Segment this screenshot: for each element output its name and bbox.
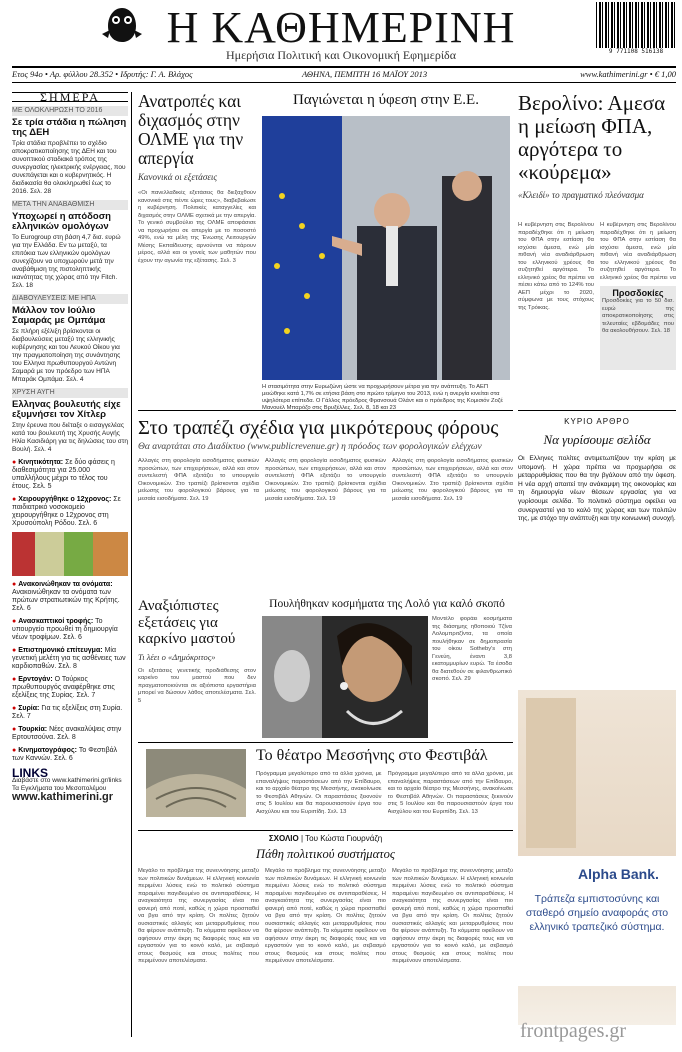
watermark: frontpages.gr: [520, 1020, 627, 1042]
section-text: Σε πλήρη εξέλιξη βρίσκονται οι διαβουλεύσεις μεταξύ της ελληνικής κυβέρνησης και του Λευκού Οίκου για την πραγματοποίηση της συνάντησης του Ελληνα πρωθυπουργού Αντώνη Σαμαρά με τον πρόεδρο των ΗΠΑ Μπαράκ Ομπάμα. Σελ. 4: [12, 328, 121, 383]
section-text: Τρία στάδια προβλέπει το σχέδιο αποκρατικοποίησης της ΔΕΗ και του συνοπτικού σταδιακά τρόπος της συνεργασίας ηλεκτρικής ενέργειας, που συνεπάγεται και ο κυβερνητικός. Η διαδικασία θα ολοκληρωθεί έως το 2016. Σελ. 28: [12, 140, 126, 195]
story-cancer-tests: [138, 598, 256, 730]
story-messini-theatre: [138, 742, 513, 815]
story-berlin-vat: [518, 92, 676, 200]
editorial-headline[interactable]: Να γυρίσουμε σελίδα: [543, 432, 651, 447]
sidebar-section: [12, 388, 128, 454]
sidebar-section: [12, 106, 128, 196]
story-headline[interactable]: Το θέατρο Μεσσήνης στο Φεστιβάλ: [256, 747, 488, 764]
editorial: [518, 410, 676, 687]
links-text[interactable]: Διαβάστε στο www.kathimerini.gr/links: [12, 777, 122, 784]
story-body: Οι εξετάσεις γενετικής προδιάθεσης στον καρκίνο του μαστού που δεν πραγματοποιούνται σε αξιόπιστα εργαστήρια μπορεί να δώσουν λάθος αποτελέσματα. Σελ. 5: [138, 667, 256, 704]
column-divider: [131, 92, 132, 1037]
photo-caption: Η στασιμότητα στην Ευρωζώνη ώστε να προχωρήσουν μέτρα για την ανάπτυξη. Το ΑΕΠ μειώθηκε κατά 1,7% σε ετήσια βάση στο πρώτο τρίμηνο του 2013, ενώ η ανεργία κινείται στα υψηλότερα επίπεδα. Ο Γάλλος πρόεδρος Φρανσουά Ολάντ και ο πρόεδρος της Κομισιόν Ζοζέ Μανουέλ Μπαρόζο στις Βρυξέλλες. Σελ. 8, 18 και 23: [262, 384, 503, 411]
main-headline[interactable]: Στο τραπέζι σχέδια για μικρότερους φόρους: [138, 417, 499, 439]
story-headline[interactable]: Αναξιόπιστες εξετάσεις για καρκίνο μαστού: [138, 598, 236, 647]
sidebar-section: [12, 294, 128, 384]
bullet-item[interactable]: ● Συρία: Για τις εξελίξεις στη Συρία. Σελ. 7: [12, 705, 123, 720]
editorial-body: Οι Ελληνες πολίτες αντιμετωπίζουν την κρίση με υπομονή. Η χώρα πρέπει να προχωρήσει σε μεταρρυθμίσεις που θα την βγάλουν από την ύφεση. Η νέα αρχή απαιτεί την ανάκαμψη της οικονομίας και τη δημιουργία νέων θέσεων εργασίας για να γυρίσουμε σελίδα. Το πολιτικό σύστημα οφείλει να συνεργαστεί για το καλό της χώρας και των πολιτών της, με στόχο την ανάπτυξη και την κοινωνική συνοχή.: [518, 455, 676, 523]
links-title: LINKS: [12, 766, 48, 780]
story-body: Η κυβέρνηση στις Βερολίνου παραδέχθηκε ότι η μείωση του ΦΠΑ στην εστίαση θα ισχύσει άμεσα, ενώ μία πιθανή νέα αναδιάρθρωση του ελληνικού χρέους θα συζητηθεί αργότερα. Το ελληνικό χρέος θα πρέπει να πέσει κάτω από το 124% του ΑΕΠ μέχρι το 2020, σύμφωνα με τους στόχους της Τρόικας.: [518, 222, 594, 311]
newspaper-title: Η ΚΑΘΗΜΕΡΙΝΗ: [166, 3, 516, 52]
info-bar: [12, 66, 676, 83]
photo-illustration: [262, 116, 510, 380]
section-text: Στην έρευνα που διέταξε ο εισαγγελέας κατά του βουλευτή της Χρυσής Αυγής Ηλία Κασιδιάρη για τις δηλώσεις του στη Βουλή. Σελ. 4: [12, 422, 128, 453]
opinion-column: [138, 830, 513, 1044]
story-deck: Τι λέει ο «Δημόκριτος»: [138, 651, 216, 662]
story-headline[interactable]: Βερολίνο: Αμεσα η μείωση ΦΠΑ, αργότερα το «κούρεμα»: [518, 91, 666, 184]
story-lollo-jewels: [262, 598, 512, 682]
story-body-continued: Η κυβέρνηση στις Βερολίνου παραδέχθηκε ότι η μείωση του ΦΠΑ στην εστίαση θα ισχύσει άμεσα, ενώ μία πιθανή νέα αναδιάρθρωση του ελληνικού χρέους θα συζητηθεί αργότερα. Το ελληνικό χρέος θα πρέπει να: [600, 222, 676, 280]
barcode-number: 9 771108 516138: [608, 48, 664, 55]
bullet-item[interactable]: ● Ανασκαπτικοί τροφής: Το υπουργείο προωθεί τη δημιουργία νέων τροφίμων. Σελ. 6: [12, 618, 118, 641]
story-eu-recession: [262, 92, 510, 411]
ad-text: Τράπεζα εμπιστοσύνης και σταθερό σημείο αναφοράς στο ελληνικό τραπεζικό σύστημα.: [525, 893, 669, 933]
opinion-body-col1: Μεγάλο το πρόβλημα της συνεννόησης μεταξύ των πολιτικών δυνάμεων. Η ελληνική κοινωνία περιμένει λύσεις ενώ το πολιτικό σύστημα παραμένει παγιδευμένο σε αντιπαραθέσεις. Η αναγκαιότητα της συνεργασίας είναι πιο φανερή από ποτέ, καθώς η χώρα προσπαθεί να βγει από την κρίση. Οι πολίτες ζητούν ουσιαστικές αλλαγές και μεταρρυθμίσεις που θα φέρουν ανάπτυξη. Τα κόμματα οφείλουν να αφήσουν στην άκρη τις διαφορές τους και να εργαστούν για το κοινό καλό, με σεβασμό στους θεσμούς και στους πολίτες που περιμένουν αποτελέσματα.: [138, 868, 259, 964]
expectations-box: [600, 286, 676, 370]
section-text: Το Eurogroup στη βάση 4,7 δισ. ευρώ για την Ελλάδα. Εν τω μεταξύ, τα επιτόκια των ελληνικών ομολόγων συνεχίζουν να υποχωρούν μετά την αναβάθμιση της πιστοληπτικής ικανότητας της χώρας από την Fitch. Σελ. 18: [12, 234, 121, 289]
section-headline[interactable]: Μάλλον τον Ιούλιο Σαμαράς με Ομπάμα: [12, 305, 106, 326]
story-headline[interactable]: Παγιώνεται η ύφεση στην Ε.Ε.: [293, 92, 479, 108]
eu-leaders-photo: [262, 116, 510, 380]
main-body-col3: Αλλαγές στη φορολογία εισοδήματος φυσικών προσώπων, των επιχειρήσεων, αλλά και στον συντελεστή ΦΠΑ εξετάζει το υπουργείο Οικονομικών. Στο τραπέζι βρίσκονται σχέδια μείωσης του φορολογικού βάρους για τα μεσαία εισοδήματα. Σελ. 19: [392, 458, 513, 502]
box-title: Προσδοκίες: [612, 288, 664, 298]
opinion-body-col3: Μεγάλο το πρόβλημα της συνεννόησης μεταξύ των πολιτικών δυνάμεων. Η ελληνική κοινωνία περιμένει λύσεις ενώ το πολιτικό σύστημα παραμένει παγιδευμένο σε αντιπαραθέσεις. Η αναγκαιότητα της συνεργασίας είναι πιο φανερή από ποτέ, καθώς η χώρα προσπαθεί να βγει από την κρίση. Οι πολίτες ζητούν ουσιαστικές αλλαγές και μεταρρυθμίσεις που θα φέρουν ανάπτυξη. Τα κόμματα οφείλουν να αφήσουν στην άκρη τις διαφορές τους και να εργαστούν για το κοινό καλό, με σεβασμό στους θεσμούς και στους πολίτες που περιμένουν αποτελέσματα.: [392, 868, 513, 964]
opinion-author: Του Κώστα Γιουρνάζη: [305, 834, 383, 843]
section-headline[interactable]: Υποχωρεί η απόδοση ελληνικών ομολόγων: [12, 211, 111, 232]
story-body: Μοντέλο φοράει κοσμήματα της διάσημης ηθοποιού Τζίνα Λολομπριτζίντα, τα οποία πουλήθηκαν σε δημοπρασία του οίκου Sotheby's στη Γενεύη, έναντι 3,8 εκατομμυρίων ευρώ. Τα έσοδα θα διατεθούν σε φιλανθρωπικό σκοπό. Σελ. 29: [432, 616, 512, 682]
ad-brand: Alpha Bank.: [578, 866, 659, 882]
section-label: ΧΡΥΣΗ ΑΥΓΗ: [12, 388, 128, 398]
sidebar-header: ΣΗΜΕΡΑ: [12, 92, 128, 102]
theatre-photo: [146, 749, 246, 817]
main-body-col2: Αλλαγές στη φορολογία εισοδήματος φυσικών προσώπων, των επιχειρήσεων, αλλά και στον συντελεστή ΦΠΑ εξετάζει το υπουργείο Οικονομικών. Στο τραπέζι βρίσκονται σχέδια μείωσης του φορολογικού βάρους για τα μεσαία εισοδήματα. Σελ. 19: [265, 458, 386, 502]
section-label: ΜΕΤΑ ΤΗΝ ΑΝΑΒΑΘΜΙΣΗ: [12, 200, 128, 210]
sidebar-photo: [12, 532, 128, 576]
section-headline[interactable]: Σε τρία στάδια η πώληση της ΔΕΗ: [12, 117, 127, 138]
main-story: [138, 410, 513, 528]
bullet-item[interactable]: ● Τουρκία: Νέες ανακαλύψεις στην Ερτουτσούνα. Σελ. 8: [12, 726, 122, 741]
story-body-col2: Πρόγραμμα μεγαλύτερο από τα άλλα χρόνια, με επαναλήψεις παραστάσεων από την Επίδαυρο, και το αρχαίο θέατρο της Μεσσήνης, ανακοίνωσε το Φεστιβάλ Αθηνών. Οι παραστάσεις ξεκινούν στις 5 Ιουλίου και θα παρουσιαστούν έργα του Αισχύλου και του Ευριπίδη. Σελ. 13: [387, 771, 513, 815]
bullet-item[interactable]: ● Κινηματογράφος: Το Φεστιβάλ των Καννών. Σελ. 6: [12, 747, 118, 762]
story-body-col1: Πρόγραμμα μεγαλύτερο από τα άλλα χρόνια, με επαναλήψεις παραστάσεων από την Επίδαυρο, και το αρχαίο θέατρο της Μεσσήνης, ανακοίνωσε το Φεστιβάλ Αθηνών. Οι παραστάσεις ξεκινούν στις 5 Ιουλίου και θα παρουσιαστούν έργα του Αισχύλου και του Ευριπίδη. Σελ. 13: [256, 771, 382, 815]
bullet-item[interactable]: ● Ανακοινώθηκαν τα ονόματα: Ανακοινώθηκαν τα ονόματα των πρώτων στρατιωτικών της Κρήτης. Σελ. 6: [12, 581, 120, 612]
alpha-bank-ad[interactable]: [518, 690, 676, 1025]
section-label: ΔΙΑΒΟΥΛΕΥΣΕΙΣ ΜΕ ΗΠΑ: [12, 294, 128, 304]
bullet-item[interactable]: ● Κινητικότητα: Σε δύο φάσεις η διαθεσιμότητα για 25.000 υπαλλήλους μέχρι το τέλος του έτους. Σελ. 5: [12, 459, 115, 490]
story-headline[interactable]: Ανατροπές και διχασμός στην ΟΛΜΕ για την απεργία: [138, 91, 244, 168]
bullet-item[interactable]: ● Επιστημονικό επίτευγμα: Μία γενετική μελέτη για τις ασθένειες των καρδιοπαθών. Σελ. 8: [12, 647, 126, 670]
links-item[interactable]: Τα Εγκλήματα του Μεσοπολέμου: [12, 785, 107, 792]
section-headline[interactable]: Ελληνας βουλευτής είχε εξυμνήσει τον Χίτλερ: [12, 399, 121, 420]
opinion-headline[interactable]: Πάθη πολιτικού συστήματος: [256, 847, 395, 861]
newspaper-subtitle: Ημερήσια Πολιτική και Οικονομική Εφημερίδα: [225, 48, 457, 62]
sidebar-today: [12, 92, 128, 1037]
ad-column-graphic: [526, 698, 576, 848]
dateline: ΑΘΗΝΑ, ΠΕΜΠΤΗ 16 ΜΑΪΟΥ 2013: [302, 69, 428, 79]
barcode-icon: [596, 2, 676, 48]
editorial-label: ΚΥΡΙΟ ΑΡΘΡΟ: [564, 417, 630, 426]
story-deck: «Κλειδί» το πραγματικό πλεόνασμα: [518, 190, 644, 200]
jewels-photo: [262, 616, 428, 738]
bullet-item[interactable]: ● Χειρουργήθηκε ο 12χρονος: Σε παιδιατρικό νοσοκομείο χειρουργήθηκε ο 12χρονος στη Χρυσούπολη Ρόδου. Σελ. 6: [12, 496, 121, 527]
bullet-item[interactable]: ● Ερντογάν: Ο Τούρκος πρωθυπουργός αναφέρθηκε στις εξελίξεις της Συρίας. Σελ. 7: [12, 676, 115, 699]
website-link[interactable]: www.kathimerini.gr: [12, 791, 114, 803]
opinion-body-col2: Μεγάλο το πρόβλημα της συνεννόησης μεταξύ των πολιτικών δυνάμεων. Η ελληνική κοινωνία περιμένει λύσεις ενώ το πολιτικό σύστημα παραμένει παγιδευμένο σε αντιπαραθέσεις. Η αναγκαιότητα της συνεργασίας είναι πιο φανερή από ποτέ, καθώς η χώρα προσπαθεί να βγει από την κρίση. Οι πολίτες ζητούν ουσιαστικές αλλαγές και μεταρρυθμίσεις που θα φέρουν ανάπτυξη. Τα κόμματα οφείλουν να αφήσουν στην άκρη τις διαφορές τους και να εργαστούν για το κοινό καλό, με σεβασμό στους θεσμούς και στους πολίτες που περιμένουν αποτελέσματα.: [265, 868, 386, 964]
section-label: ΜΕ ΟΛΟΚΛΗΡΩΣΗ ΤΟ 2016: [12, 106, 128, 116]
opinion-header: ΣΧΟΛΙΟ | Του Κώστα Γιουρνάζη: [268, 834, 383, 843]
issue-info: Ετος 94ο • Αρ. φύλλου 28.352 • Ιδρυτής: Γ. Α. Βλάχος: [12, 69, 193, 79]
box-text: Προσδοκίες για το 50 δισ. ευρώ της αποκρατικοποίησης στις τελευταίες εβδομάδες που θα ακολουθήσουν. Σελ. 18: [602, 298, 674, 334]
website-price: www.kathimerini.gr • € 1,00: [580, 69, 676, 79]
story-olme: [138, 92, 256, 442]
story-headline[interactable]: Πουλήθηκαν κοσμήματα της Λολό για καλό σκοπό: [269, 598, 505, 610]
story-body: «Οι πανελλαδικές εξετάσεις θα διεξαχθούν κανονικά στις πέντε ώρες τους», διαβεβαίωσε η κυβέρνηση. Πολιτικές καταγγελίες και διχασμός στην ΟΛΜΕ σχετικά με την απεργία. Το γενικό συμβούλιο της ΟΛΜΕ αποφάσισε να προχωρήσει σε απεργία με το ποσοστό 49%, ενώ τα μέλη της Ένωσης Λειτουργών Μέσης Εκπαίδευσης αρνούνται να πάρουν μέρος, αλλά και οι γονείς των μαθητών που έχουν την αγωνία της εξέτασης. Σελ. 3: [138, 190, 256, 264]
main-deck: Θα αναρτάται στο Διαδίκτυο (www.publicrevenue.gr) η πρόοδος των φορολογικών ελέγχων: [138, 442, 482, 452]
opinion-section: ΣΧΟΛΙΟ: [268, 834, 299, 843]
main-body-col1: Αλλαγές στη φορολογία εισοδήματος φυσικών προσώπων, των επιχειρήσεων, αλλά και στον συντελεστή ΦΠΑ εξετάζει το υπουργείο Οικονομικών. Στο τραπέζι βρίσκονται σχέδια μείωσης του φορολογικού βάρους για τα μεσαία εισοδήματα. Σελ. 19: [138, 458, 259, 502]
story-deck: Κανονικά οι εξετάσεις: [138, 172, 218, 182]
sidebar-section: [12, 200, 128, 290]
